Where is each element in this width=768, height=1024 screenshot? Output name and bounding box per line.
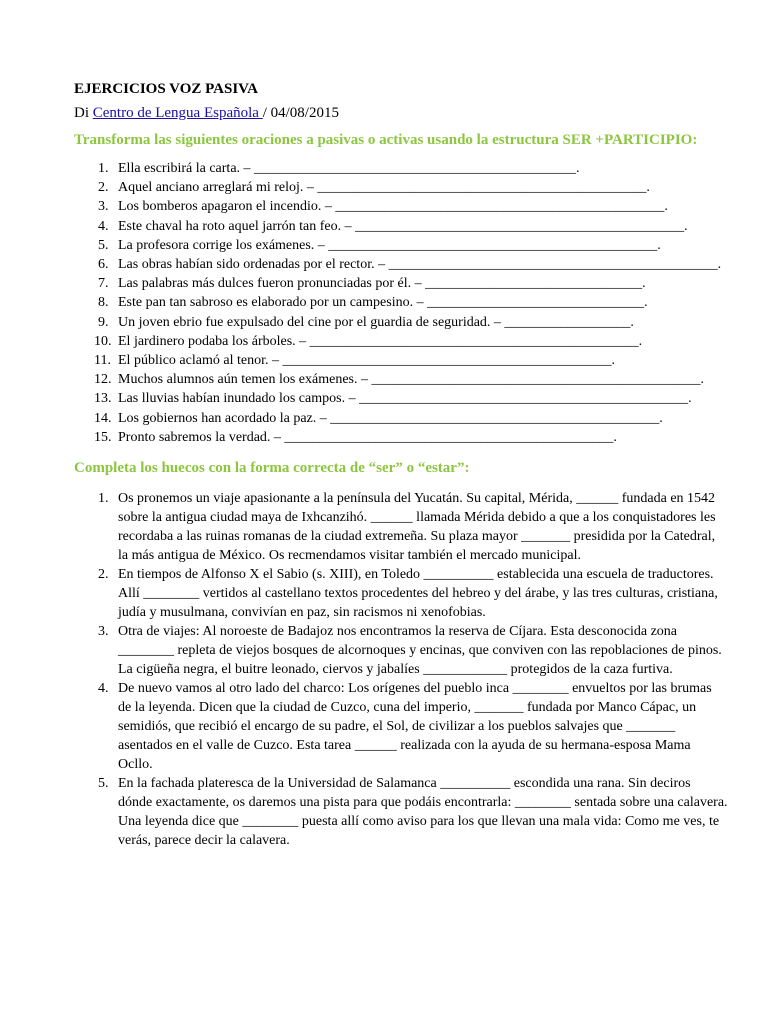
list-item xyxy=(74,178,724,197)
list-item xyxy=(74,217,724,236)
exercise-list-2 xyxy=(74,489,728,850)
item-number: 10. xyxy=(94,333,112,349)
item-text: Otra de viajes: Al noroeste de Badajoz nos encontramos la reserva de Cíjara. Esta desconocida zona ________ repleta de viejos bosques de alcornoques y encinas, que conviven con las repoblaciones de pinos. La cigüeña negra, el buitre leonado, ciervos y jabalíes ____________ protegidos de la caza furtiva. xyxy=(118,624,722,678)
item-number: 8. xyxy=(98,295,109,311)
section2-instruction: Completa los huecos con la forma correcta de “ser” o “estar”: xyxy=(74,460,470,477)
list-item xyxy=(74,774,728,850)
item-text: Un joven ebrio fue expulsado del cine por el guardia de seguridad. – __________________. xyxy=(118,314,634,330)
item-text: Los bomberos apagaron el incendio. – _______________________________________________. xyxy=(118,199,668,215)
list-item xyxy=(74,293,724,312)
list-item xyxy=(74,313,724,332)
item-number: 11. xyxy=(94,353,111,369)
byline-separator: / xyxy=(262,105,271,121)
item-number: 4. xyxy=(98,681,109,697)
item-number: 2. xyxy=(98,180,109,196)
byline xyxy=(74,104,724,123)
item-text: Los gobiernos han acordado la paz. – _______________________________________________. xyxy=(118,410,663,426)
list-item xyxy=(74,197,724,216)
item-number: 7. xyxy=(98,276,109,292)
list-item xyxy=(74,255,724,274)
item-number: 14. xyxy=(94,410,112,426)
list-item xyxy=(74,351,724,370)
item-number: 3. xyxy=(98,199,109,215)
item-number: 13. xyxy=(94,391,112,407)
list-item xyxy=(74,622,728,679)
document-body xyxy=(74,80,728,850)
item-text: De nuevo vamos al otro lado del charco: Los orígenes del pueblo inca ________ envueltos por las brumas de la leyenda. Dicen que la ciudad de Cuzco, cuna del imperio, _______ fundada por Manco Cápac, un semidiós, que recibió el encargo de su padre, el Sol, de civilizar a los pueblos salvajes que _______ asentados en el valle de Cuzco. Esta tarea ______ realizada con la ayuda de su hermana-esposa Mama Ocllo. xyxy=(118,681,712,773)
list-item xyxy=(74,332,724,351)
list-item xyxy=(74,565,728,622)
list-item xyxy=(74,370,724,389)
item-text: Os pronemos un viaje apasionante a la península del Yucatán. Su capital, Mérida, ______ fundada en 1542 sobre la antigua ciudad maya de Ixhcanzihó. ______ llamada Mérida debido a que a los conquistadores les recordaba a las ruinas romanas de la ciudad extremeña. Su plaza mayor _______ presidida por la Catedral, la más antigua de México. Os recmendamos visitar también el mercado municipal. xyxy=(118,491,716,564)
list-item xyxy=(74,274,724,293)
list-item xyxy=(74,428,724,447)
item-number: 5. xyxy=(98,237,109,253)
byline-prefix: Di xyxy=(74,105,93,121)
item-text: Pronto sabremos la verdad. – _______________________________________________. xyxy=(118,429,617,445)
item-number: 15. xyxy=(94,429,112,445)
item-number: 3. xyxy=(98,624,109,640)
item-number: 2. xyxy=(98,567,109,583)
section1-instruction: Transforma las siguientes oraciones a pasivas o activas usando la estructura SER +PARTICIPIO: xyxy=(74,132,698,148)
item-number: 1. xyxy=(98,161,109,176)
item-text: Este chaval ha roto aquel jarrón tan feo. – _______________________________________________. xyxy=(118,218,688,234)
list-item xyxy=(74,236,724,255)
item-text: La profesora corrige los exámenes. – _______________________________________________. xyxy=(118,237,661,253)
list-item xyxy=(74,409,724,428)
item-text: En la fachada plateresca de la Universidad de Salamanca __________ escondida una rana. Sin deciros dónde exactamente, os daremos una pista para que podáis encontrarla: ________ sentada sobre una calavera. Una leyenda dice que ________ puesta allí como aviso para los que llevan una mala vida: Como me ves, te verás, parece decir la calavera. xyxy=(118,776,728,849)
list-item xyxy=(74,679,728,774)
author-link[interactable]: Centro de Lengua Española xyxy=(92,105,263,121)
item-text: En tiempos de Alfonso X el Sabio (s. XIII), en Toledo __________ establecida una escuela de traductores. Allí ________ vertidos al castellano textos procedentes del hebreo y del árabe, y las tres culturas, cristiana, judía y musulmana, convivían en paz, sin racismos ni xenofobias. xyxy=(118,567,718,621)
item-number: 12. xyxy=(94,372,112,388)
item-text: Las lluvias habían inundado los campos. – _______________________________________________. xyxy=(118,391,692,407)
item-text: Este pan tan sabroso es elaborado por un campesino. – _______________________________. xyxy=(118,295,648,311)
exercise-list-1 xyxy=(74,159,724,447)
item-number: 9. xyxy=(98,314,109,330)
item-number: 6. xyxy=(98,257,109,273)
item-text: Las obras habían sido ordenadas por el rector. – _______________________________________________. xyxy=(118,257,722,273)
publish-date: 04/08/2015 xyxy=(270,105,339,121)
list-item xyxy=(74,389,724,408)
item-text: Aquel anciano arreglará mi reloj. – _______________________________________________. xyxy=(118,180,650,196)
item-text: Las palabras más dulces fueron pronunciadas por él. – _______________________________. xyxy=(118,276,646,292)
item-text: Muchos alumnos aún temen los exámenes. – _______________________________________________. xyxy=(118,372,705,388)
item-number: 1. xyxy=(98,491,109,507)
list-item xyxy=(74,159,724,178)
item-number: 5. xyxy=(98,776,109,792)
item-number: 4. xyxy=(98,218,109,234)
item-text: Ella escribirá la carta. – ______________________________________________. xyxy=(118,161,580,176)
item-text: El público aclamó al tenor. – _______________________________________________. xyxy=(118,353,615,369)
item-text: El jardinero podaba los árboles. – _______________________________________________. xyxy=(118,333,643,349)
page-title: EJERCICIOS VOZ PASIVA xyxy=(74,81,258,97)
list-item xyxy=(74,489,728,565)
